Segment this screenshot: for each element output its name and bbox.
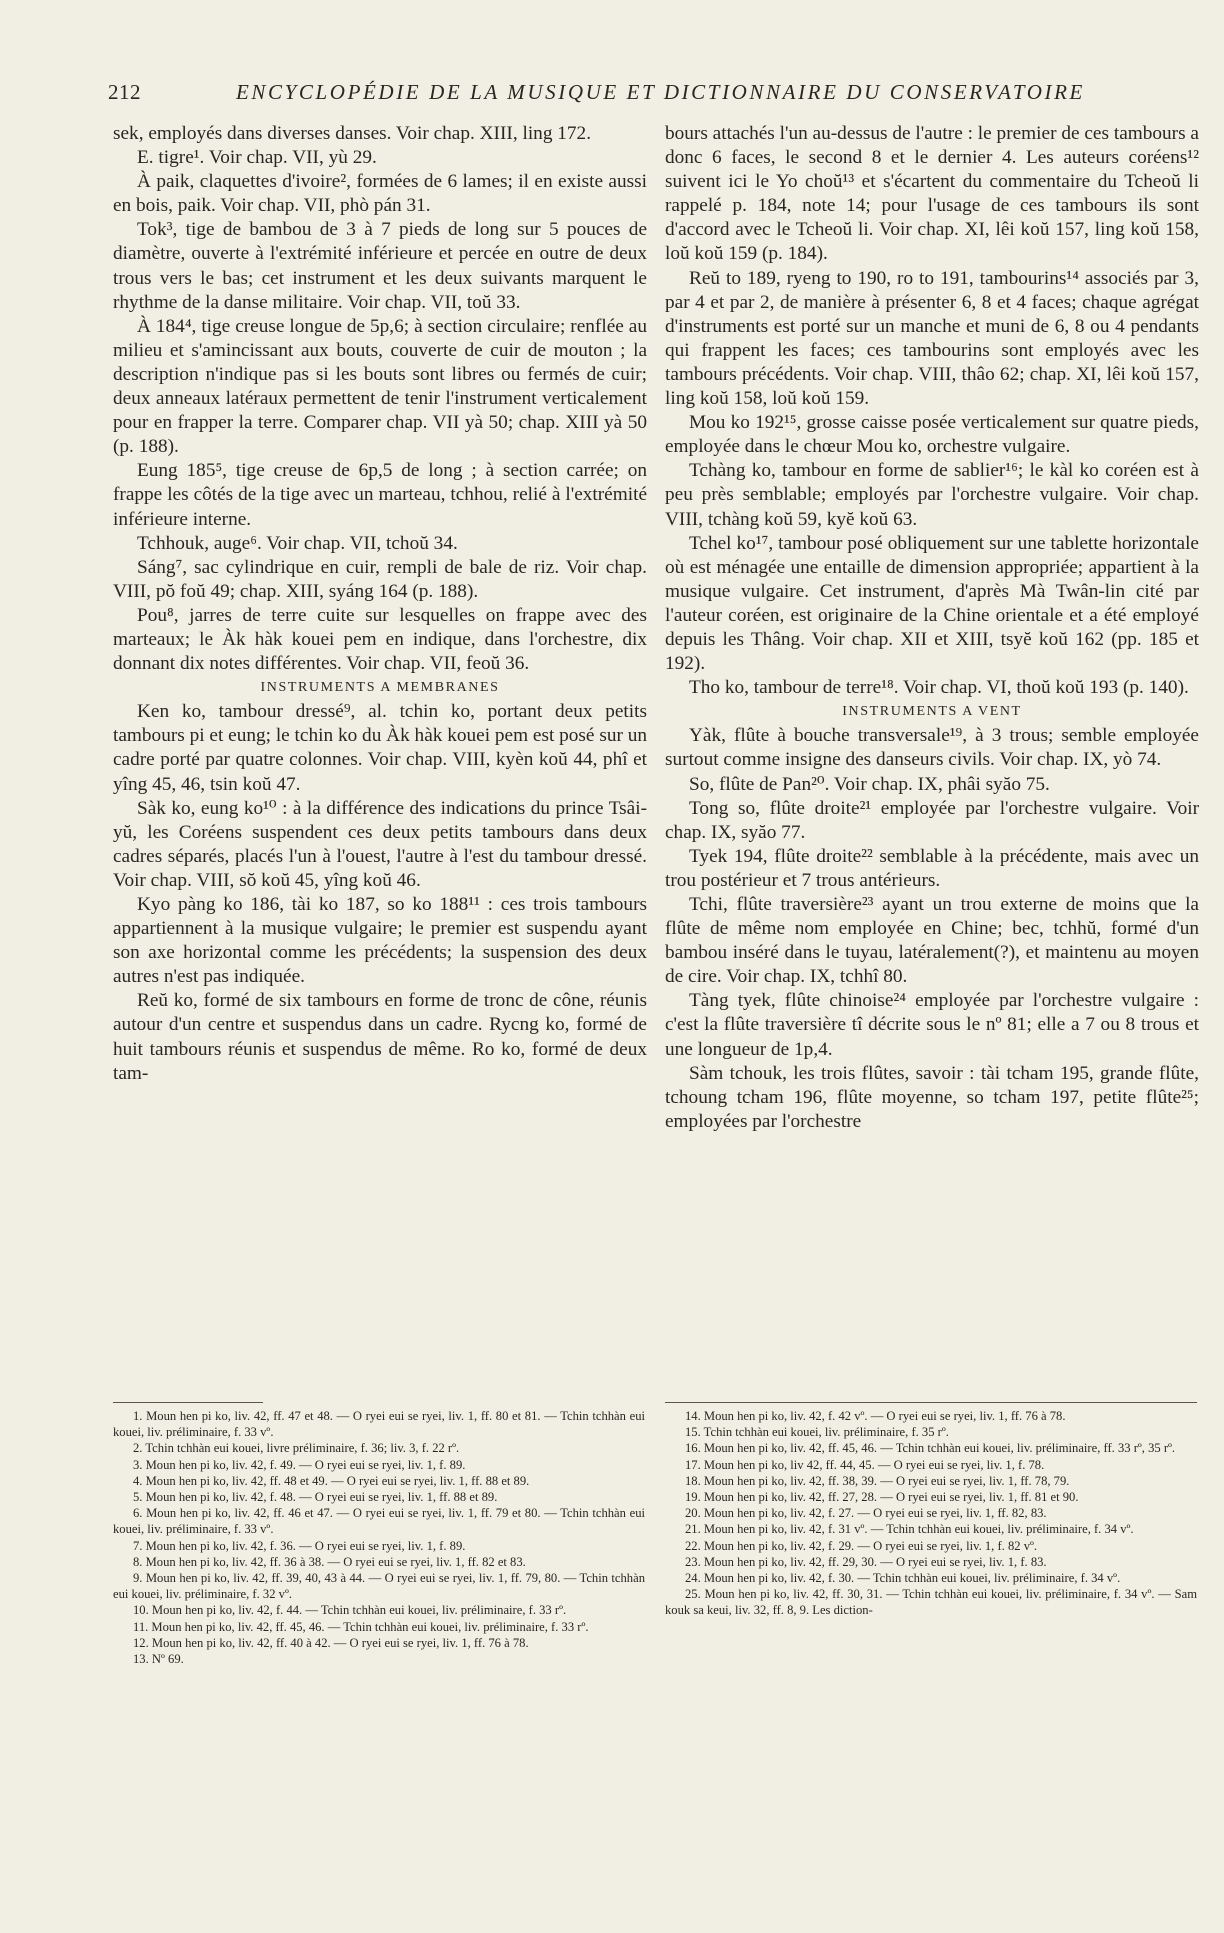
footnote: 2. Tchin tchhàn eui kouei, livre préliminaire, f. 36; liv. 3, f. 22 rº. (133, 1441, 460, 1456)
paragraph: Pou⁸, jarres de terre cuite sur lesquelles on frappe avec des marteaux; le Àk hàk kouei pem en indique, dans l'orchestre, dix donnant dix notes différentes. Voir chap. VII, feoŭ 36. (113, 604, 647, 675)
footnote: 8. Moun hen pi ko, liv. 42, ff. 36 à 38. — O ryei eui se ryei, liv. 1, ff. 82 et 83. (133, 1554, 526, 1569)
footnote-rule (665, 1402, 1197, 1403)
paragraph: Tchi, flûte traversière²³ ayant un trou externe de moins que la flûte de même nom employée en Chine; bec, tchhŭ, formé d'un bambou inséré dans le tuyau, latéralement(?), et maintenu au moyen de cire. Voir chap. IX, tchhî 80. (665, 894, 1199, 988)
footnote: 16. Moun hen pi ko, liv. 42, ff. 45, 46. — Tchin tchhàn eui kouei, liv. préliminaire, ff. 33 rº, 35 rº. (685, 1441, 1176, 1456)
paragraph: So, flûte de Pan²⁰. Voir chap. IX, phâi syăo 75. (689, 773, 1050, 795)
footnote: 23. Moun hen pi ko, liv. 42, ff. 29, 30. — O ryei eui se ryei, liv. 1, f. 83. (685, 1554, 1047, 1569)
footnote: 24. Moun hen pi ko, liv. 42, f. 30. — Tchin tchhàn eui kouei, liv. préliminaire, f. 34 vº. (685, 1571, 1121, 1586)
footnote: 3. Moun hen pi ko, liv. 42, f. 49. — O ryei eui se ryei, liv. 1, f. 89. (133, 1457, 466, 1472)
footnote: 7. Moun hen pi ko, liv. 42, f. 36. — O ryei eui se ryei, liv. 1, f. 89. (133, 1538, 466, 1553)
paragraph: Tchàng ko, tambour en forme de sablier¹⁶; le kàl ko coréen est à peu près semblable; employés par l'orchestre vulgaire. Voir chap. VIII, tchàng koŭ 59, kyĕ koŭ 63. (665, 460, 1199, 530)
footnote: 18. Moun hen pi ko, liv. 42, ff. 38, 39. — O ryei eui se ryei, liv. 1, ff. 78, 79. (685, 1473, 1070, 1488)
paragraph: À 184⁴, tige creuse longue de 5p,6; à section circulaire; renflée au milieu et s'amincissant aux bouts, couverte de cuir de mouton ; la description n'indique pas si les bouts sont libres ou fermés de cuir; deux anneaux latéraux permettent de tenir l'instrument verticalement pour en frapper la terre. Comparer chap. VII yà 50; chap. XIII yà 50 (p. 188). (113, 315, 647, 458)
page-header (108, 80, 1085, 108)
footnotes-right (665, 1402, 1197, 1619)
footnotes-left (113, 1402, 645, 1667)
footnote: 10. Moun hen pi ko, liv. 42, f. 44. — Tchin tchhàn eui kouei, liv. préliminaire, f. 33 rº. (133, 1603, 567, 1618)
running-title: ENCYCLOPÉDIE DE LA MUSIQUE ET DICTIONNAIRE DU CONSERVATOIRE (236, 80, 1085, 104)
footnote: 9. Moun hen pi ko, liv. 42, ff. 39, 40, 43 à 44. — O ryei eui se ryei, liv. 1, ff. 79, 80. — Tchin tchhàn eui kouei, liv. préliminaire, f. 32 vº. (113, 1571, 645, 1602)
paragraph: Sàk ko, eung ko¹⁰ : à la différence des indications du prince Tsâi-yŭ, les Coréens suspendent ces deux petits tambours dans deux cadres séparés, placés l'un à l'ouest, l'autre à l'est du tambour dressé. Voir chap. VIII, sŏ koŭ 45, yîng koŭ 46. (113, 797, 647, 891)
paragraph: Tok³, tige de bambou de 3 à 7 pieds de long sur 5 pouces de diamètre, ouverte à l'extrémité inférieure et percée en outre de deux trous vers le bas; cet instrument et les deux suivants marquent le rhythme de la danse militaire. Voir chap. VII, toŭ 33. (113, 219, 647, 313)
footnote: 22. Moun hen pi ko, liv. 42, f. 29. — O ryei eui se ryei, liv. 1, f. 82 vº. (685, 1538, 1038, 1553)
paragraph: Sáng⁷, sac cylindrique en cuir, rempli de bale de riz. Voir chap. VIII, pŏ foŭ 49; chap. XIII, syáng 164 (p. 188). (113, 556, 647, 602)
footnote: 11. Moun hen pi ko, liv. 42, ff. 45, 46. — Tchin tchhàn eui kouei, liv. préliminaire, f. 33 rº. (133, 1619, 589, 1634)
footnote: 1. Moun hen pi ko, liv. 42, ff. 47 et 48. — O ryei eui se ryei, liv. 1, ff. 80 et 81. — Tchin tchhàn eui kouei, liv. préliminaire, f. 33 vº. (113, 1409, 645, 1440)
right-column (665, 122, 1199, 1134)
section-heading: INSTRUMENTS A VENT (842, 704, 1022, 720)
paragraph: Yàk, flûte à bouche transversale¹⁹, à 3 trous; semble employée surtout comme insigne des danseurs civils. Voir chap. IX, yò 74. (665, 725, 1199, 771)
footnote: 6. Moun hen pi ko, liv. 42, ff. 46 et 47. — O ryei eui se ryei, liv. 1, ff. 79 et 80. — Tchin tchhàn eui kouei, liv. préliminaire, f. 33 vº. (113, 1506, 645, 1537)
paragraph: Tchhouk, auge⁶. Voir chap. VII, tchoŭ 34. (137, 532, 458, 554)
footnote: 5. Moun hen pi ko, liv. 42, f. 48. — O ryei eui se ryei, liv. 1, ff. 88 et 89. (133, 1490, 498, 1505)
footnote: 4. Moun hen pi ko, liv. 42, ff. 48 et 49. — O ryei eui se ryei, liv. 1, ff. 88 et 89. (133, 1473, 530, 1488)
page-number: 212 (108, 80, 141, 104)
paragraph: Eung 185⁵, tige creuse de 6p,5 de long ; à section carrée; on frappe les côtés de la tige avec un marteau, tchhou, relié à l'extrémité inférieure interne. (113, 460, 647, 530)
paragraph: Tong so, flûte droite²¹ employée par l'orchestre vulgaire. Voir chap. IX, syăo 77. (665, 797, 1199, 843)
footnote: 21. Moun hen pi ko, liv. 42, f. 31 vº. — Tchin tchhàn eui kouei, liv. préliminaire, f. 34 vº. (685, 1522, 1134, 1537)
paragraph: Mou ko 192¹⁵, grosse caisse posée verticalement sur quatre pieds, employée dans le chœur Mou ko, orchestre vulgaire. (665, 412, 1199, 458)
paragraph: Tàng tyek, flûte chinoise²⁴ employée par l'orchestre vulgaire : c'est la flûte traversière tî décrite sous le nº 81; elle a 7 ou 8 trous et une longueur de 1p,4. (665, 990, 1199, 1060)
footnote: 17. Moun hen pi ko, liv 42, ff. 44, 45. — O ryei eui se ryei, liv. 1, f. 78. (685, 1457, 1045, 1472)
footnote: 12. Moun hen pi ko, liv. 42, ff. 40 à 42. — O ryei eui se ryei, liv. 1, ff. 76 à 78. (133, 1635, 529, 1650)
left-column (113, 122, 647, 1086)
paragraph: Tyek 194, flûte droite²² semblable à la précédente, mais avec un trou postérieur et 7 trous antérieurs. (665, 845, 1199, 891)
footnote: 25. Moun hen pi ko, liv. 42, ff. 30, 31. — Tchin tchhàn eui kouei, liv. préliminaire, f. 34 vº. — Sam kouk sa keui, liv. 32, ff. 8, 9. Les diction- (665, 1587, 1197, 1618)
footnote: 19. Moun hen pi ko, liv. 42, ff. 27, 28. — O ryei eui se ryei, liv. 1, ff. 81 et 90. (685, 1490, 1079, 1505)
paragraph: Reŭ ko, formé de six tambours en forme de tronc de cône, réunis autour d'un centre et suspendus dans un cadre. Rycng ko, formé de huit tambours réunis et suspendus de même. Ro ko, formé de deux tam- (113, 990, 647, 1084)
paragraph: Tchel ko¹⁷, tambour posé obliquement sur une tablette horizontale où est ménagée une entaille de dimension appropriée; appartient à la musique vulgaire. Cet instrument, d'après Mà Twân-lin cité par l'auteur coréen, est originaire de la Chine orientale et a été employé depuis les Thâng. Voir chap. XII et XIII, tsyĕ koŭ 162 (pp. 185 et 192). (665, 532, 1199, 675)
paragraph: Reŭ to 189, ryeng to 190, ro to 191, tambourins¹⁴ associés par 3, par 4 et par 2, de manière à présenter 6, 8 et 4 faces; chaque agrégat d'instruments est porté sur un manche et muni de 6, 8 ou 4 pendants qui frappent les faces; ces tambourins sont employés avec les tambours précédents. Voir chap. VIII, thâo 62; chap. XI, lêi koŭ 157, ling koŭ 158, loŭ koŭ 159. (665, 267, 1199, 410)
section-heading: INSTRUMENTS A MEMBRANES (260, 680, 500, 696)
paragraph: Tho ko, tambour de terre¹⁸. Voir chap. VI, thoŭ koŭ 193 (p. 140). (689, 677, 1189, 699)
paragraph: Ken ko, tambour dressé⁹, al. tchin ko, portant deux petits tambours pi et eung; le tchin ko du Àk hàk kouei pem est posé sur un cadre porté par quatre colonnes. Voir chap. VIII, kyèn koŭ 44, phî et yîng 45, 46, tsin koŭ 47. (113, 701, 647, 795)
paragraph: E. tigre¹. Voir chap. VII, yù 29. (137, 147, 377, 169)
paragraph: Kyo pàng ko 186, tài ko 187, so ko 188¹¹ : ces trois tambours appartiennent à la musique vulgaire; le premier est suspendu ayant son axe horizontal comme les précédents; la suspension des deux autres n'est pas indiquée. (113, 894, 647, 988)
footnote-rule (113, 1402, 263, 1403)
paragraph: À paik, claquettes d'ivoire², formées de 6 lames; il en existe aussi en bois, paik. Voir chap. VII, phò pán 31. (113, 171, 647, 217)
footnote: 13. Nº 69. (133, 1652, 184, 1667)
paragraph: Sàm tchouk, les trois flûtes, savoir : tài tcham 195, grande flûte, tchoung tcham 196, flûte moyenne, so tcham 197, petite flûte²⁵; employées par l'orchestre (665, 1062, 1199, 1132)
footnote: 14. Moun hen pi ko, liv. 42, f. 42 vº. — O ryei eui se ryei, liv. 1, ff. 76 à 78. (685, 1409, 1066, 1423)
footnote: 20. Moun hen pi ko, liv. 42, f. 27. — O ryei eui se ryei, liv. 1, ff. 82, 83. (685, 1506, 1047, 1521)
paragraph: sek, employés dans diverses danses. Voir chap. XIII, ling 172. (113, 123, 592, 144)
footnote: 15. Tchin tchhàn eui kouei, liv. préliminaire, f. 35 rº. (685, 1425, 949, 1440)
paragraph: bours attachés l'un au-dessus de l'autre : le premier de ces tambours a donc 6 faces, le second 8 et le dernier 4. Les auteurs coréens¹² suivent ici le Yo choŭ¹³ et s'écartent du commentaire du Tcheoŭ li rappelé p. 184, note 14; pour l'usage de ces tambours ils sont d'accord avec le Tcheoŭ li. Voir chap. XI, lêi koŭ 157, ling koŭ 158, loŭ koŭ 159 (p. 184). (665, 123, 1199, 265)
